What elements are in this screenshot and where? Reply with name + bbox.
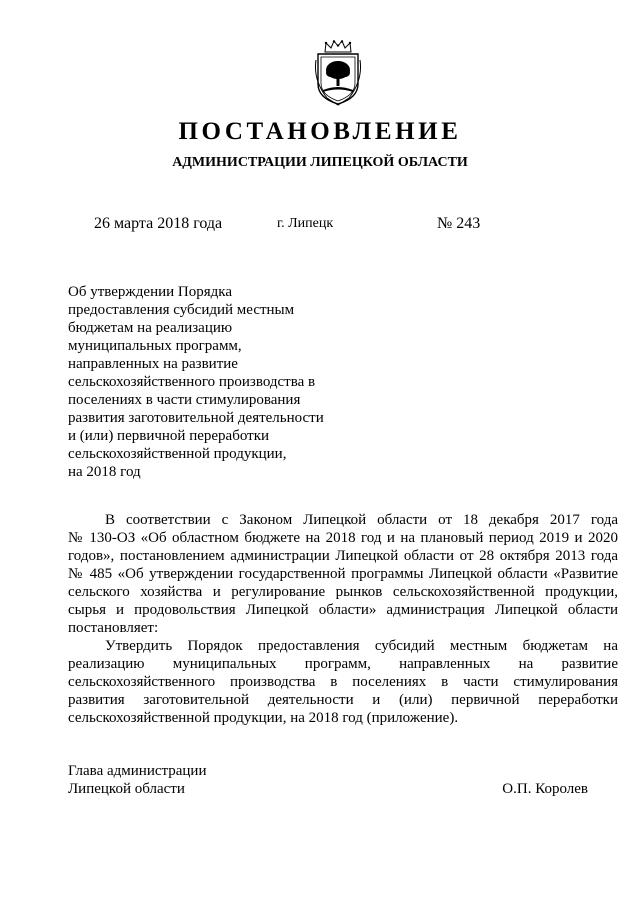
body-line: сельскохозяйственной продукции, на 2018 год (приложение). [68, 710, 459, 726]
body-line: № 485 «Об утверждении государственной программы Липецкой области «Развитие [68, 566, 618, 582]
subject-line: поселениях в части стимулирования [68, 392, 301, 408]
body-line: развития заготовительной деятельности и (или) первичной переработки [68, 692, 618, 708]
subject-line: и (или) первичной переработки [68, 428, 270, 444]
subject-line: на 2018 год [68, 464, 141, 480]
subject-line: Об утверждении Порядка [68, 284, 232, 300]
subject-line: сельскохозяйственного производства в [68, 374, 316, 390]
body-line: сельскохозяйственного производства в поселениях в части стимулирования [68, 674, 618, 690]
subject-line: направленных на развитие [68, 356, 238, 372]
document-number: № 243 [437, 215, 481, 232]
document-city: г. Липецк [277, 216, 334, 231]
body-line: постановляет: [68, 620, 159, 636]
body-line: В соответствии с Законом Липецкой области от 18 декабря 2017 года [105, 512, 618, 528]
signatory-name: О.П. Королев [502, 781, 588, 797]
signatory-position: Глава администрации [68, 763, 207, 779]
subject-line: бюджетам на реализацию [68, 320, 233, 336]
signatory-region: Липецкой области [68, 781, 185, 797]
body-line: № 130-ОЗ «Об областном бюджете на 2018 год и на плановый период 2019 и 2020 [68, 530, 618, 546]
subject-line: сельскохозяйственной продукции, [68, 446, 287, 462]
subject-line: развития заготовительной деятельности [68, 410, 324, 426]
body-line: сырья и продовольствия Липецкой области» администрация Липецкой области [68, 602, 618, 618]
document-date: 26 марта 2018 года [94, 215, 223, 232]
body-line: реализацию муниципальных программ, направленных на развитие [68, 656, 618, 672]
body-line: сельского хозяйства и регулирование рынков сельскохозяйственной продукции, [68, 584, 618, 600]
body-line: годов», постановлением администрации Липецкой области от 28 октября 2013 года [68, 548, 618, 564]
subject-line: предоставления субсидий местным [68, 302, 295, 318]
subject-line: муниципальных программ, [68, 338, 242, 354]
body-line: Утвердить Порядок предоставления субсидий местным бюджетам на [105, 638, 618, 654]
document-title: ПОСТАНОВЛЕНИЕ [178, 118, 462, 145]
document-subtitle: АДМИНИСТРАЦИИ ЛИПЕЦКОЙ ОБЛАСТИ [172, 155, 468, 170]
coat-of-arms-icon [313, 40, 363, 106]
